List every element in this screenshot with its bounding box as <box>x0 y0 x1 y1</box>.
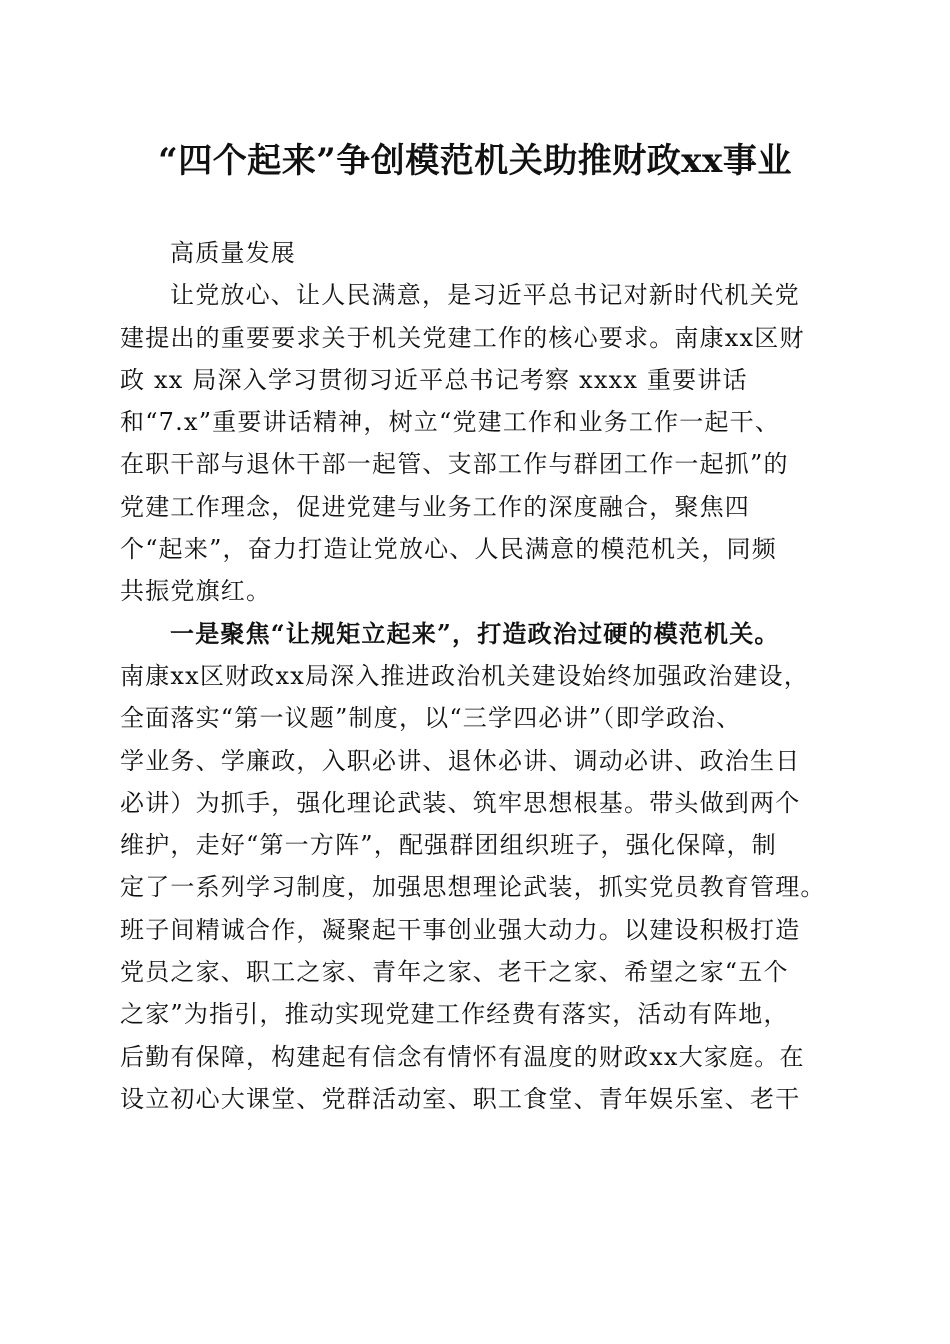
paragraph-2-heading: 一是聚焦“让规矩立起来”，打造政治过硬的模范机关。 <box>170 618 780 648</box>
paragraph-2-line: 定了一系列学习制度，加强思想理论武装，抓实党员教育管理。 <box>120 873 826 902</box>
document-body <box>120 232 832 1120</box>
paragraph-1-line: 党建工作理念，促进党建与业务工作的深度融合，聚焦四 <box>120 492 750 521</box>
paragraph-2-line: 全面落实“第一议题”制度，以“三学四必讲”（即学政治、 <box>120 704 742 733</box>
paragraph-2-line: 维护，走好“第一方阵”，配强群团组织班子，强化保障，制 <box>120 831 777 860</box>
paragraph-2-line: 班子间精诚合作，凝聚起干事创业强大动力。以建设积极打造 <box>120 915 801 944</box>
paragraph-2-line: 党员之家、职工之家、青年之家、老干之家、希望之家“五个 <box>120 958 789 987</box>
paragraph-2-line: 之家”为指引，推动实现党建工作经费有落实，活动有阵地， <box>120 1000 789 1029</box>
paragraph-2-line: 南康xx区财政xx局深入推进政治机关建设始终加强政治建设， <box>120 661 809 690</box>
paragraph-1-line: 建提出的重要要求关于机关党建工作的核心要求。南康xx区财 <box>120 323 805 352</box>
document-title: “四个起来”争创模范机关助推财政xx事业 <box>158 141 792 181</box>
paragraph-1 <box>120 274 832 612</box>
paragraph-2-line: 必讲）为抓手，强化理论武装、筑牢思想根基。带头做到两个 <box>120 788 801 817</box>
paragraph-2-line: 设立初心大课堂、党群活动室、职工食堂、青年娱乐室、老干 <box>120 1084 801 1113</box>
paragraph-1-line: 和“7.x”重要讲话精神，树立“党建工作和业务工作一起干、 <box>120 408 781 437</box>
paragraph-2 <box>120 613 832 1121</box>
paragraph-1-line: 在职干部与退休干部一起管、支部工作与群团工作一起抓”的 <box>120 450 789 479</box>
paragraph-2-line: 学业务、学廉政，入职必讲、退休必讲、调动必讲、政治生日 <box>120 746 801 775</box>
subtitle-line: 高质量发展 <box>170 239 296 267</box>
paragraph-1-line: 个“起来”，奋力打造让党放心、人民满意的模范机关，同频 <box>120 535 777 564</box>
paragraph-2-line: 后勤有保障，构建起有信念有情怀有温度的财政xx大家庭。在 <box>120 1042 805 1071</box>
paragraph-1-line: 政 xx 局深入学习贯彻习近平总书记考察 xxxx 重要讲话 <box>120 365 748 394</box>
paragraph-1-line: 让党放心、让人民满意，是习近平总书记对新时代机关党 <box>170 281 800 310</box>
paragraph-1-line: 共振党旗红。 <box>120 577 272 606</box>
